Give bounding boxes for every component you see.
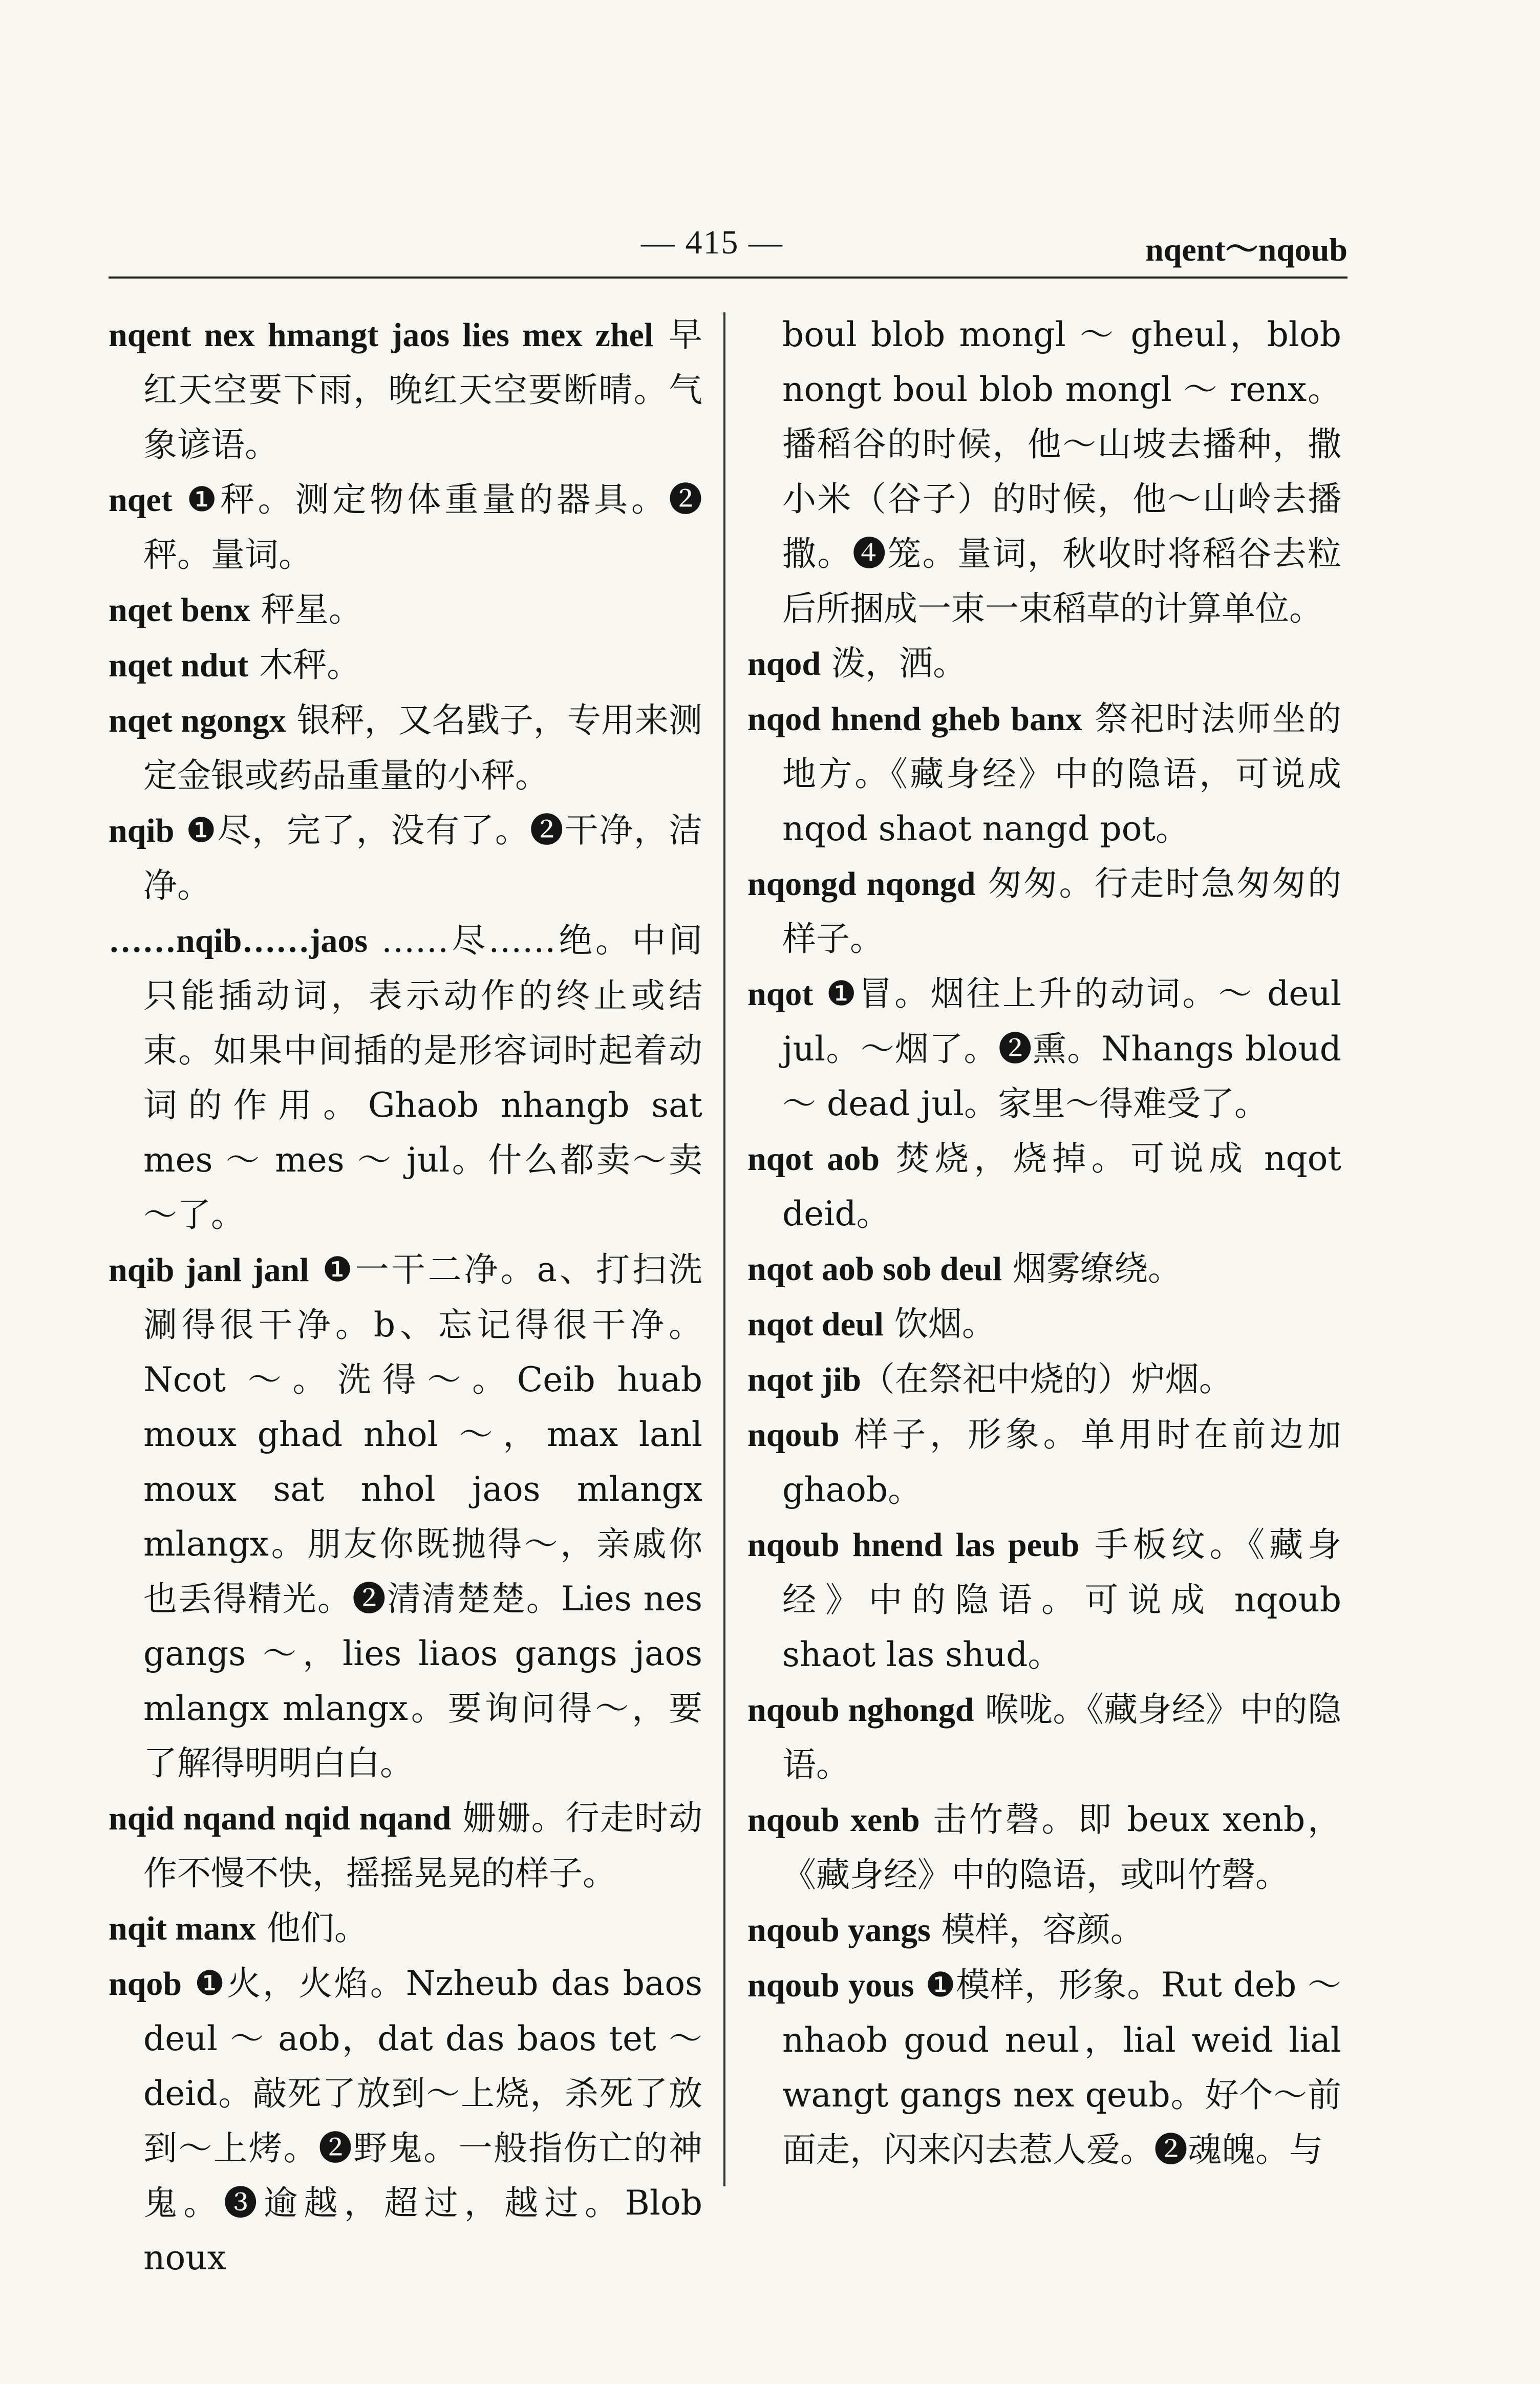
entry-definition: 手板纹。《藏身经》中的隐语。可说成 nqoub shaot las shud。 xyxy=(782,1525,1341,1674)
entry-headword: nqit manx xyxy=(109,1910,256,1947)
entry-definition: 饮烟。 xyxy=(883,1304,996,1344)
dictionary-entry xyxy=(747,1241,1341,1296)
dictionary-entry xyxy=(747,856,1341,966)
entry-definition: 焚烧，烧掉。可说成 nqot deid。 xyxy=(782,1139,1341,1233)
entry-headword: nqoub yangs xyxy=(747,1911,931,1949)
dictionary-entry xyxy=(747,1352,1341,1407)
dictionary-entry xyxy=(109,637,702,693)
dictionary-entry xyxy=(747,1957,1341,2177)
entry-definition: 木秤。 xyxy=(248,645,361,685)
entry-definition: （在祭祀中烧的）炉烟。 xyxy=(861,1359,1233,1399)
entry-definition: 模样，容颜。 xyxy=(930,1910,1144,1949)
entry-headword: nqent nex hmangt jaos lies mex zhel xyxy=(109,316,654,354)
page-header xyxy=(109,214,1348,270)
entry-headword: nqot jib xyxy=(747,1361,861,1398)
dictionary-entry xyxy=(109,1956,702,2285)
dictionary-entry xyxy=(109,307,702,472)
dictionary-entry xyxy=(109,913,702,1242)
dictionary-entry xyxy=(747,966,1341,1131)
entry-definition: 匆匆。行走时急匆匆的样子。 xyxy=(782,864,1341,959)
entry-headword: ……nqib……jaos xyxy=(109,922,368,960)
dictionary-entry xyxy=(747,691,1341,856)
entry-headword: nqet benx xyxy=(109,591,250,629)
entry-headword: nqoub nghongd xyxy=(747,1691,974,1729)
dictionary-entry xyxy=(747,1517,1341,1682)
entry-headword: nqoub hnend las peub xyxy=(747,1526,1080,1564)
entry-definition: 姗姗。行走时动作不慢不快，摇摇晃晃的样子。 xyxy=(143,1798,703,1893)
entry-definition: 银秤，又名戥子，专用来测定金银或药品重量的小秤。 xyxy=(143,700,702,795)
entry-definition: 他们。 xyxy=(255,1908,368,1948)
entry-definition: 击竹磬。即 beux xenb，《藏身经》中的隐语，或叫竹磬。 xyxy=(782,1800,1342,1895)
right-column xyxy=(747,307,1341,2177)
entry-definition: 样子，形象。单用时在前边加 ghaob。 xyxy=(782,1415,1341,1509)
entry-headword: nqot xyxy=(747,975,814,1013)
dictionary-entry xyxy=(747,636,1341,691)
dictionary-entry xyxy=(747,1131,1341,1241)
entry-headword: nqot aob xyxy=(747,1140,880,1178)
dictionary-entry xyxy=(109,1791,702,1901)
dictionary-entry xyxy=(747,1902,1341,1957)
entry-headword: nqot deul xyxy=(747,1306,884,1343)
entry-headword: nqet ndut xyxy=(109,647,249,684)
entry-headword: nqet xyxy=(109,481,173,519)
entry-definition: 喉咙。《藏身经》中的隐语。 xyxy=(782,1690,1342,1784)
running-head: nqent～nqoub xyxy=(1145,231,1348,268)
entry-headword: nqoub xenb xyxy=(747,1801,920,1839)
dictionary-entry xyxy=(747,1792,1341,1902)
entry-headword: nqod xyxy=(747,645,821,683)
dictionary-entry xyxy=(109,1242,702,1791)
dictionary-entry xyxy=(747,1407,1341,1517)
entry-headword: nqoub yous xyxy=(747,1967,914,2004)
dictionary-entry xyxy=(109,1901,702,1956)
dictionary-entry xyxy=(747,1296,1341,1352)
entry-headword: nqid nqand nqid nqand xyxy=(109,1800,452,1837)
entry-headword: nqob xyxy=(109,1965,182,2003)
page-number: — 415 — xyxy=(641,224,783,261)
entry-definition: ❶尽，完了，没有了。❷干净，洁净。 xyxy=(143,811,702,905)
entry-definition: 泼，洒。 xyxy=(821,644,967,683)
entry-definition: ……尽……绝。中间只能插动词，表示动作的终止或结束。如果中间插的是形容词时起着动词的作用。Ghaob nhangb sat mes ～ mes ～ jul。什么都卖～卖～了。 xyxy=(143,921,702,1234)
entry-headword: nqod hnend gheb banx xyxy=(747,700,1082,738)
entry-definition: ❶秤。测定物体重量的器具。❷秤。量词。 xyxy=(143,480,702,574)
dictionary-entry-continued xyxy=(747,307,1341,636)
entry-headword: nqongd nqongd xyxy=(747,865,976,903)
entry-headword: nqet ngongx xyxy=(109,702,286,739)
entry-definition: 秤星。 xyxy=(250,590,362,629)
left-column xyxy=(109,307,702,2285)
dictionary-entry xyxy=(109,693,702,803)
header-rule xyxy=(109,276,1348,279)
entry-headword: nqoub xyxy=(747,1416,840,1454)
entry-definition: 早红天空要下雨，晚红天空要断晴。气象谚语。 xyxy=(143,315,702,464)
dictionary-entry xyxy=(109,472,702,582)
entry-definition: ❶一干二净。a、打扫洗涮得很干净。b、忘记得很干净。Ncot ～。洗得～。Ceib huab moux ghad nhol ～，max lanl moux sat nhol jaos mlangx mlangx。朋友你既抛得～，亲戚你也丢得精光。❷清清楚楚。Lies nes gangs ～，lies liaos gangs jaos mlangx mlangx。要询问得～，要了解得明明白白。 xyxy=(143,1250,702,1783)
entry-definition: ❶模样，形象。Rut deb ～ nhaob goud neul，lial weid lial wangt gangs nex qeub。好个～前面走，闪来闪去惹人爱。❷魂魄。与 xyxy=(782,1965,1341,2169)
entry-definition: 烟雾缭绕。 xyxy=(1002,1249,1182,1288)
entry-headword: nqot aob sob deul xyxy=(747,1250,1002,1288)
dictionary-entry xyxy=(747,1682,1341,1792)
entry-definition: boul blob mongl ～ gheul，blob nongt boul blob mongl ～ renx。播稻谷的时候，他～山坡去播种，撒小米（谷子）的时候，他～山岭去播撒。❹笼。量词，秋收时将稻谷去粒后所捆成一束一束稻草的计算单位。 xyxy=(782,315,1341,628)
entry-definition: 祭祀时法师坐的地方。《藏身经》中的隐语，可说成 nqod shaot nangd pot。 xyxy=(782,699,1342,848)
column-divider xyxy=(723,312,725,2186)
entry-headword: nqib xyxy=(109,812,175,849)
entry-headword: nqib janl janl xyxy=(109,1251,309,1289)
entry-definition: ❶冒。烟往上升的动词。～ deul jul。～烟了。❷熏。Nhangs bloud ～ dead jul。家里～得难受了。 xyxy=(782,974,1341,1123)
dictionary-entry xyxy=(109,803,702,913)
dictionary-entry xyxy=(109,582,702,637)
entry-definition: ❶火，火焰。Nzheub das baos deul ～ aob，dat das baos tet ～ deid。敲死了放到～上烧，杀死了放到～上烤。❷野鬼。一般指伤亡的神鬼。❸逾越，超过，越过。Blob noux xyxy=(143,1964,702,2277)
